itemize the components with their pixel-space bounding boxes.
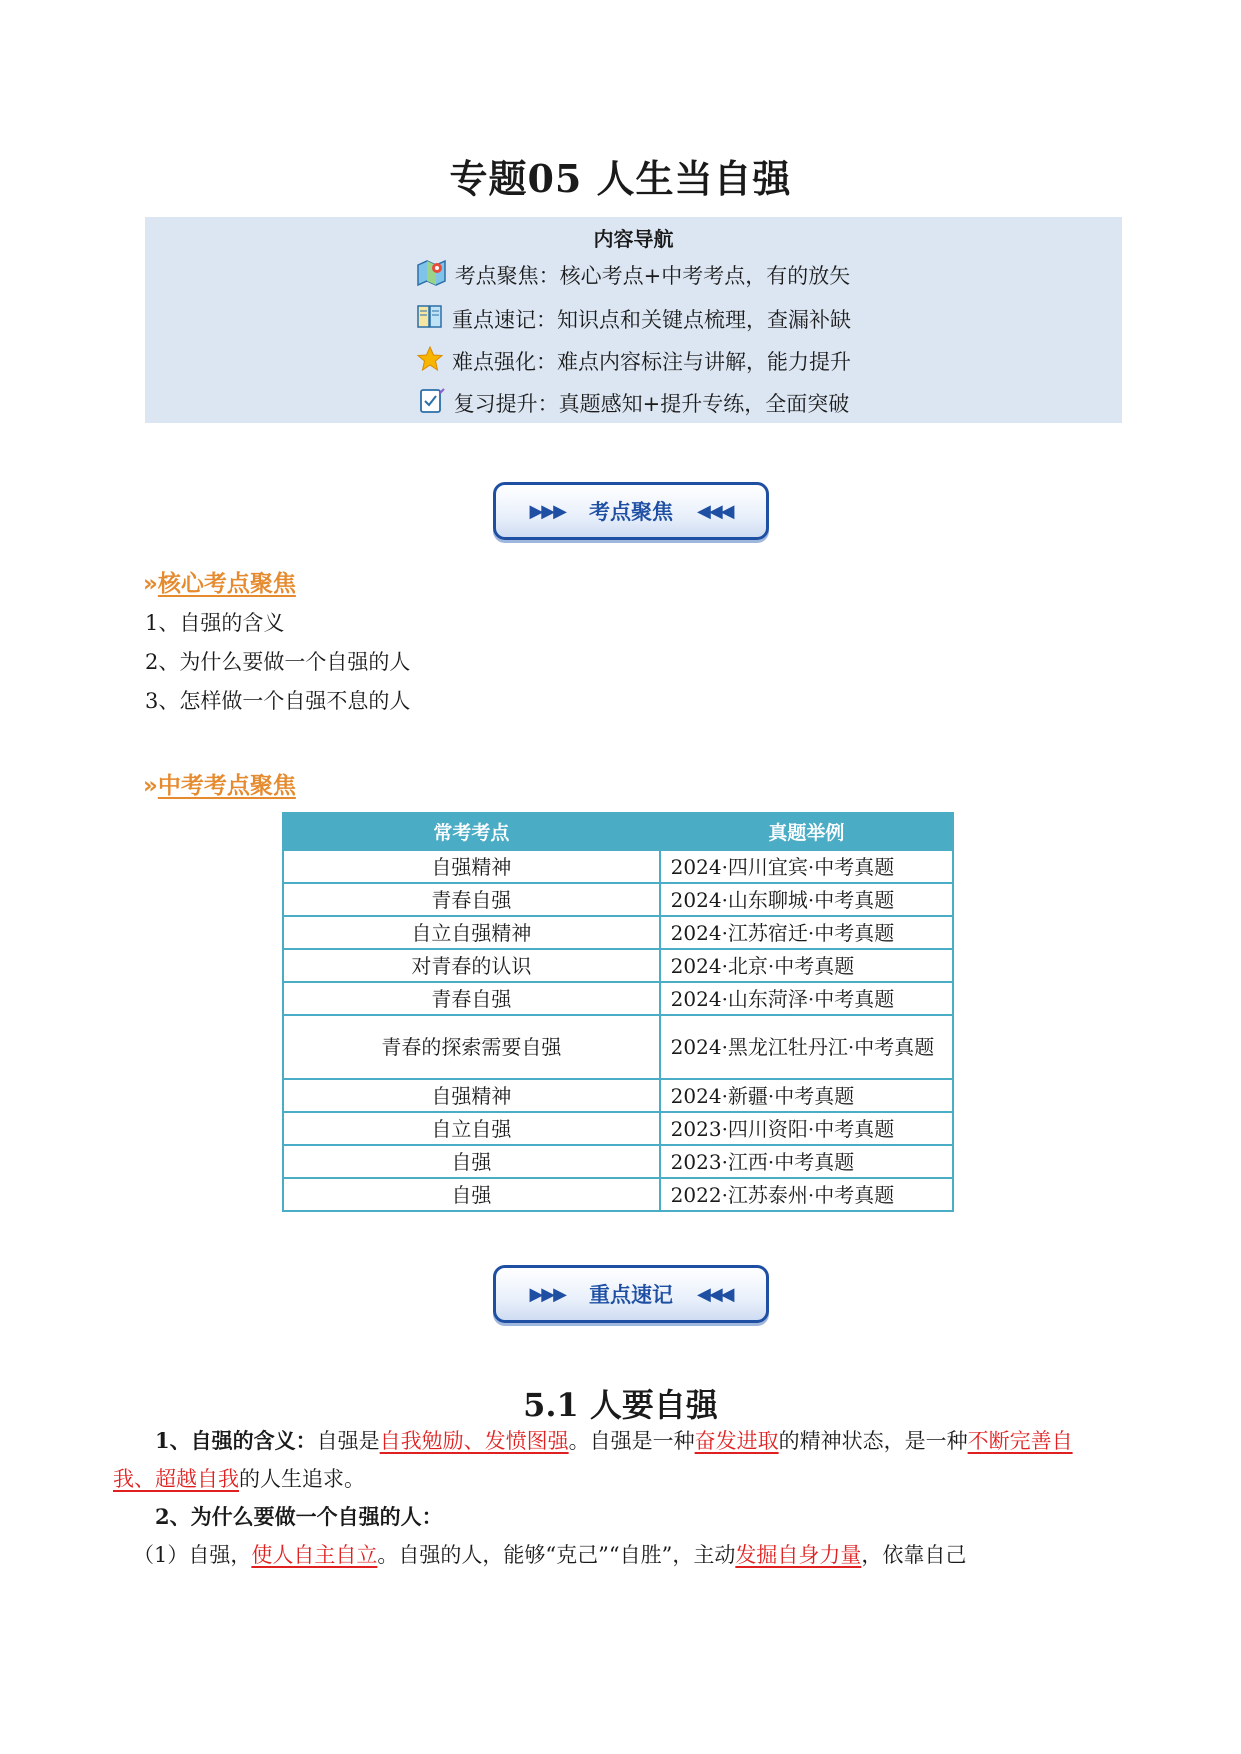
- table-cell: 2024·江苏宿迁·中考真题: [660, 916, 953, 949]
- table-cell: 青春自强: [283, 883, 660, 916]
- table-row: [283, 1015, 953, 1079]
- text: 。自强的人，能够“克己”“自胜”，主动: [377, 1543, 736, 1567]
- paragraph-meaning: [113, 1422, 1113, 1498]
- key-phrase: 发掘自身力量: [735, 1543, 862, 1567]
- table-row: [283, 949, 953, 982]
- core-item: 3、怎样做一个自强不息的人: [145, 689, 411, 713]
- exam-heading: [143, 767, 296, 800]
- table-cell: 2024·北京·中考真题: [660, 949, 953, 982]
- table-header-row: [283, 813, 953, 850]
- text: 自强是: [316, 1429, 380, 1453]
- column-header: 真题举例: [660, 813, 953, 850]
- banner-focus: [493, 482, 769, 540]
- exam-heading-text: 中考考点聚焦: [157, 772, 296, 799]
- nav-item-text: 复习提升：真题感知+提升专练，全面突破: [453, 392, 850, 416]
- page-title: 专题05 人生当自强: [449, 156, 792, 201]
- table-cell: 自立自强精神: [283, 916, 660, 949]
- triple-arrow-left-icon: ◀◀◀: [697, 500, 733, 522]
- table-cell: 2023·江西·中考真题: [660, 1145, 953, 1178]
- banner-label: 考点聚焦: [589, 500, 673, 524]
- double-chevron-icon: »: [143, 773, 152, 799]
- core-item: 2、为什么要做一个自强的人: [145, 650, 411, 674]
- text: 的精神状态，是一种: [778, 1429, 968, 1453]
- key-phrase: 不断完善自我、超越自我: [113, 1429, 1073, 1491]
- banner-notes: [493, 1265, 769, 1323]
- column-header: 常考考点: [283, 813, 660, 850]
- core-item: 1、自强的含义: [145, 611, 285, 635]
- table-row: [283, 883, 953, 916]
- table-cell: 2024·四川宜宾·中考真题: [660, 850, 953, 883]
- key-phrase: 使人自主自立: [251, 1543, 378, 1567]
- star-icon: [416, 345, 444, 373]
- section-title: 5.1 人要自强: [523, 1386, 718, 1424]
- paragraph-why: [113, 1498, 1113, 1536]
- table-row: [283, 916, 953, 949]
- key-phrase: 自我勉励、发愤图强: [379, 1429, 569, 1453]
- table-row: [283, 1145, 953, 1178]
- text: ，依靠自己: [861, 1543, 967, 1567]
- table-cell: 2023·四川资阳·中考真题: [660, 1112, 953, 1145]
- nav-item-text: 重点速记：知识点和关键点梳理，查漏补缺: [452, 308, 851, 332]
- paragraph-label: 2、为什么要做一个自强的人：: [155, 1504, 443, 1529]
- content-navigation: [145, 217, 1122, 423]
- table-row: [283, 1178, 953, 1211]
- table-cell: 2024·新疆·中考真题: [660, 1079, 953, 1112]
- triple-arrow-right-icon: ▶▶▶: [529, 1283, 565, 1305]
- table-cell: 对青春的认识: [283, 949, 660, 982]
- core-heading: [143, 565, 296, 598]
- nav-heading: 内容导航: [593, 227, 674, 251]
- table-cell: 2024·黑龙江牡丹江·中考真题: [660, 1015, 953, 1079]
- table-cell: 自强: [283, 1178, 660, 1211]
- paragraph-reason-1: [113, 1536, 1113, 1574]
- map-icon: [417, 259, 447, 287]
- nav-item-notes: [145, 303, 1122, 334]
- table-row: [283, 1112, 953, 1145]
- nav-item-text: 考点聚焦：核心考点+中考考点，有的放矢: [454, 264, 851, 288]
- nav-item-difficult: [145, 345, 1122, 376]
- banner-label: 重点速记: [589, 1283, 673, 1307]
- table-row: [283, 850, 953, 883]
- table-cell: 2024·山东聊城·中考真题: [660, 883, 953, 916]
- paragraph-label: 1、自强的含义：: [155, 1428, 317, 1453]
- table-row: [283, 982, 953, 1015]
- table-cell: 2022·江苏泰州·中考真题: [660, 1178, 953, 1211]
- table-cell: 自立自强: [283, 1112, 660, 1145]
- table-cell: 青春自强: [283, 982, 660, 1015]
- key-phrase: 奋发进取: [694, 1429, 779, 1453]
- text: 。自强是一种: [568, 1429, 695, 1453]
- table-cell: 自强精神: [283, 850, 660, 883]
- nav-item-review: [145, 387, 1122, 418]
- core-heading-text: 核心考点聚焦: [157, 570, 296, 597]
- exam-points-table: [282, 812, 954, 1212]
- table-cell: 自强: [283, 1145, 660, 1178]
- table-row: [283, 1079, 953, 1112]
- nav-item-text: 难点强化：难点内容标注与讲解，能力提升: [452, 350, 851, 374]
- nav-item-focus: [145, 259, 1122, 290]
- triple-arrow-left-icon: ◀◀◀: [697, 1283, 733, 1305]
- text: 的人生追求。: [239, 1467, 365, 1491]
- triple-arrow-right-icon: ▶▶▶: [529, 500, 565, 522]
- table-cell: 自强精神: [283, 1079, 660, 1112]
- table-cell: 青春的探索需要自强: [283, 1015, 660, 1079]
- table-cell: 2024·山东菏泽·中考真题: [660, 982, 953, 1015]
- checklist-icon: [418, 387, 446, 415]
- book-icon: [416, 303, 444, 331]
- text: （1）自强，: [133, 1543, 252, 1567]
- double-chevron-icon: »: [143, 571, 152, 597]
